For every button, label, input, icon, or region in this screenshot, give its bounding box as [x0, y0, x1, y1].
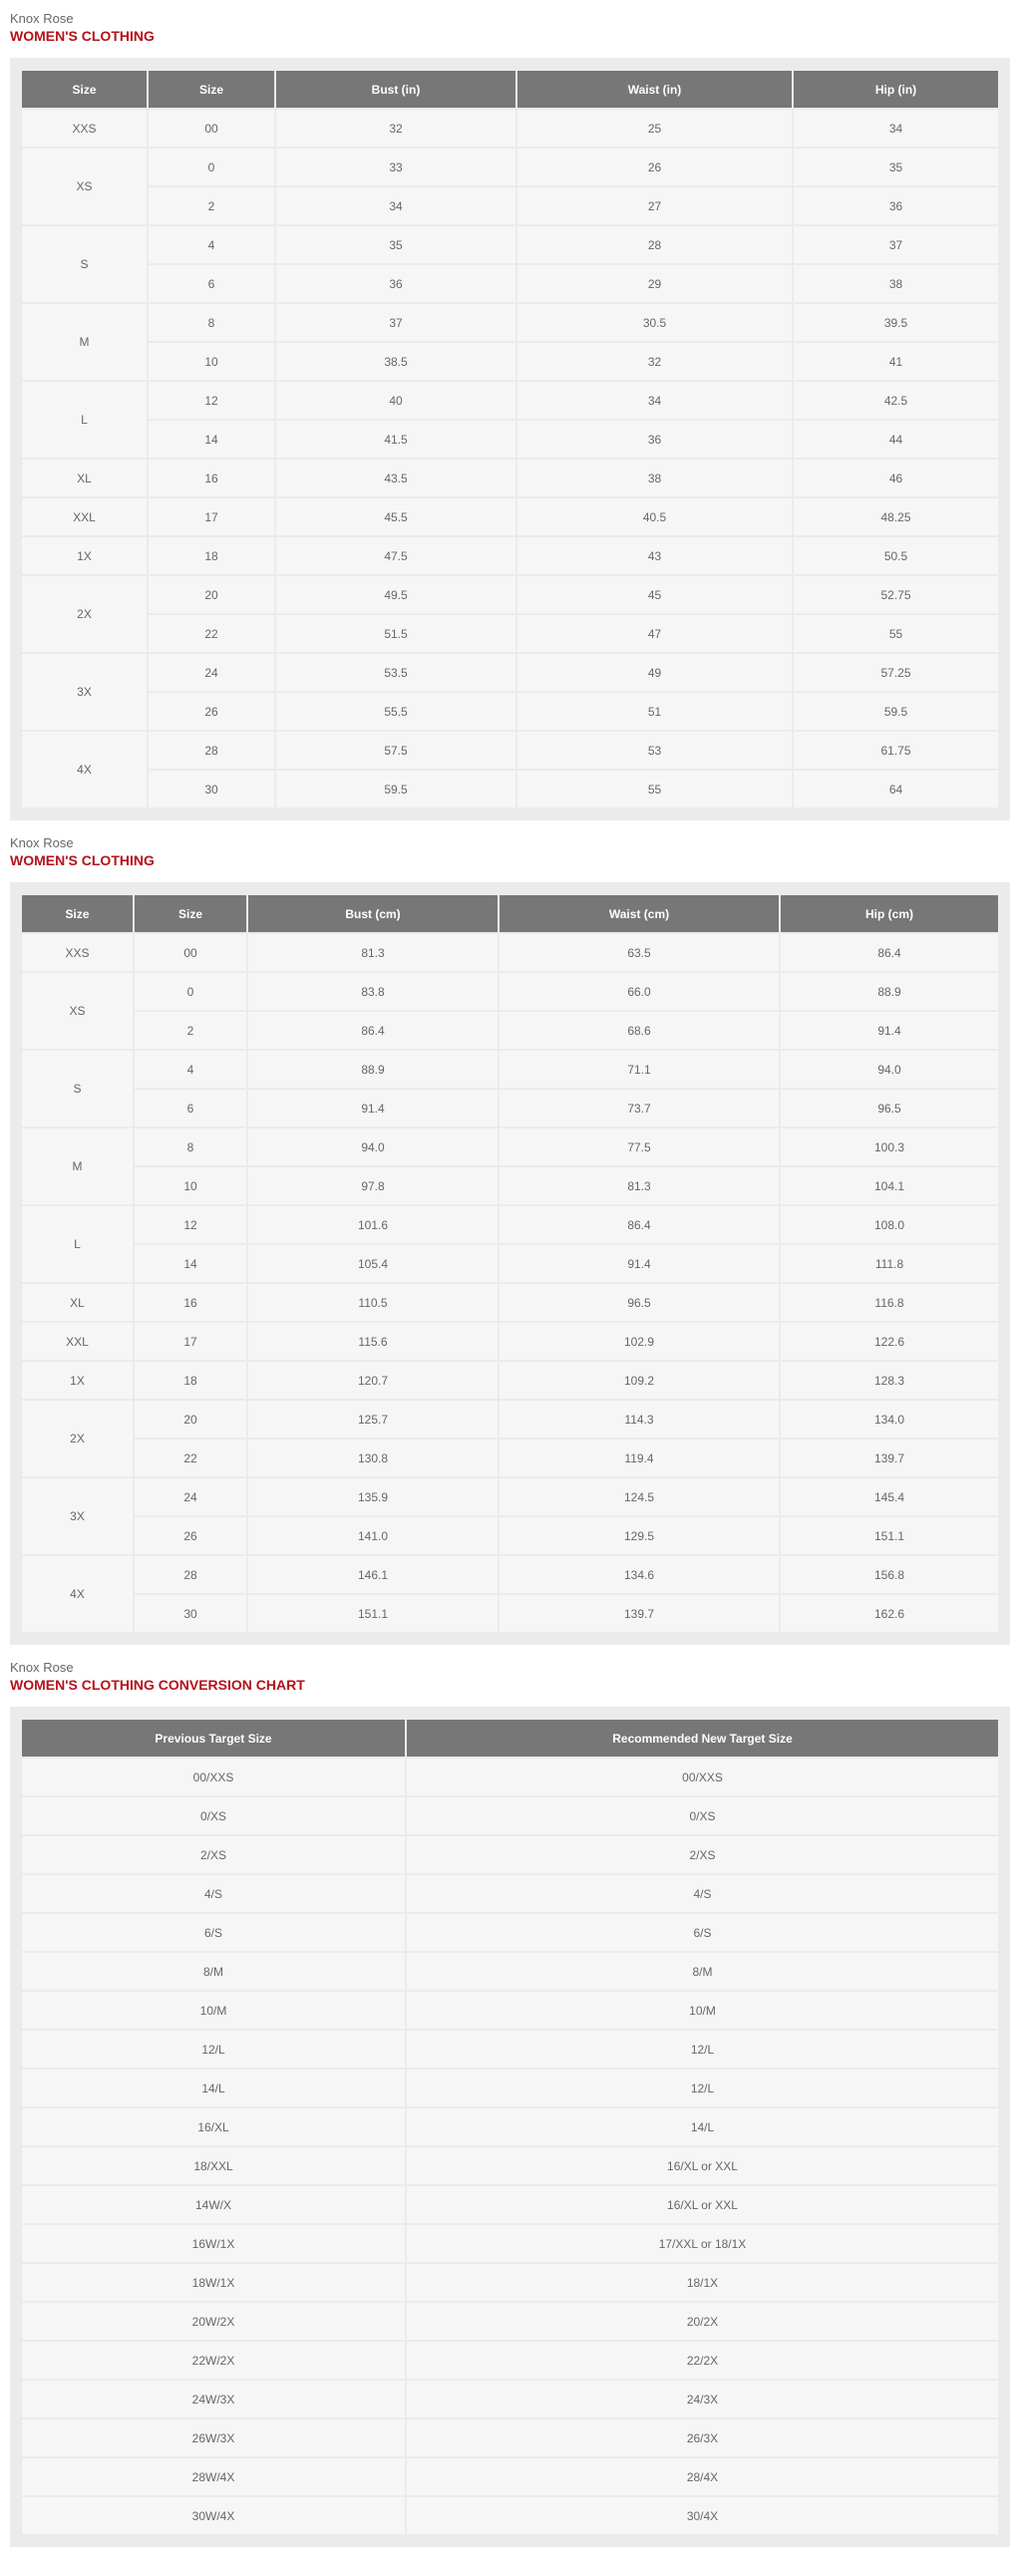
table-cell: 18: [135, 1362, 246, 1399]
size-label-cell: 1X: [22, 537, 147, 574]
table-cell: 30W/4X: [22, 2497, 405, 2534]
table-row: [22, 382, 998, 419]
table-cell: 55: [517, 771, 792, 807]
table-header-row: [22, 895, 998, 932]
table-cell: 64: [794, 771, 998, 807]
size-label-cell: 1X: [22, 1362, 133, 1399]
table-cell: 36: [276, 265, 515, 302]
table-row: [22, 2303, 998, 2340]
table-cell: 36: [794, 187, 998, 224]
table-cell: 18W/1X: [22, 2264, 405, 2301]
table-cell: 48.25: [794, 498, 998, 535]
table-cell: 26: [135, 1517, 246, 1554]
size-label-cell: XXS: [22, 934, 133, 971]
table-row: [22, 1128, 998, 1165]
size-table-panel: [10, 58, 1010, 820]
table-cell: 37: [276, 304, 515, 341]
column-header: Hip (in): [794, 71, 998, 108]
table-row: [22, 149, 998, 185]
table-cell: 17/XXL or 18/1X: [407, 2225, 998, 2262]
table-cell: 10: [135, 1167, 246, 1204]
table-cell: 28: [135, 1556, 246, 1593]
table-cell: 130.8: [248, 1440, 498, 1476]
table-cell: 42.5: [794, 382, 998, 419]
column-header: Waist (in): [517, 71, 792, 108]
table-cell: 134.6: [500, 1556, 779, 1593]
table-cell: 24/3X: [407, 2381, 998, 2417]
table-cell: 86.4: [500, 1206, 779, 1243]
table-cell: 28: [517, 226, 792, 263]
table-row: [22, 498, 998, 535]
table-row: [22, 110, 998, 147]
table-cell: 20/2X: [407, 2303, 998, 2340]
table-cell: 26: [149, 693, 274, 730]
table-row: [22, 1595, 998, 1632]
size-table-cm: [20, 893, 1000, 1634]
table-row: [22, 421, 998, 458]
conversion-table-panel: [10, 1707, 1010, 2547]
table-cell: 115.6: [248, 1323, 498, 1360]
table-cell: 77.5: [500, 1128, 779, 1165]
size-label-cell: 2X: [22, 1401, 133, 1476]
table-row: [22, 1245, 998, 1282]
table-row: [22, 934, 998, 971]
table-cell: 28W/4X: [22, 2458, 405, 2495]
table-cell: 94.0: [248, 1128, 498, 1165]
table-row: [22, 2070, 998, 2106]
table-row: [22, 1090, 998, 1127]
table-cell: 47: [517, 615, 792, 652]
column-header: Size: [135, 895, 246, 932]
table-cell: 16: [135, 1284, 246, 1321]
table-cell: 16: [149, 460, 274, 496]
table-cell: 91.4: [248, 1090, 498, 1127]
table-row: [22, 343, 998, 380]
table-cell: 12: [135, 1206, 246, 1243]
column-header: Bust (in): [276, 71, 515, 108]
table-cell: 108.0: [781, 1206, 998, 1243]
table-cell: 8/M: [407, 1953, 998, 1990]
table-cell: 24W/3X: [22, 2381, 405, 2417]
table-row: [22, 2342, 998, 2379]
section-title: WOMEN'S CLOTHING CONVERSION CHART: [10, 1677, 305, 1693]
table-cell: 125.7: [248, 1401, 498, 1438]
table-cell: 14: [135, 1245, 246, 1282]
table-cell: 33: [276, 149, 515, 185]
table-cell: 110.5: [248, 1284, 498, 1321]
table-cell: 88.9: [781, 973, 998, 1010]
table-cell: 28/4X: [407, 2458, 998, 2495]
size-label-cell: 3X: [22, 1478, 133, 1554]
table-cell: 45.5: [276, 498, 515, 535]
table-row: [22, 576, 998, 613]
table-cell: 2: [135, 1012, 246, 1049]
table-cell: 22: [149, 615, 274, 652]
table-cell: 30.5: [517, 304, 792, 341]
table-cell: 59.5: [794, 693, 998, 730]
table-cell: 26: [517, 149, 792, 185]
column-header: Waist (cm): [500, 895, 779, 932]
table-cell: 47.5: [276, 537, 515, 574]
table-row: [22, 1836, 998, 1873]
table-row: [22, 1012, 998, 1049]
table-cell: 0: [135, 973, 246, 1010]
table-cell: 8/M: [22, 1953, 405, 1990]
table-header-row: [22, 1720, 998, 1757]
table-cell: 0: [149, 149, 274, 185]
table-cell: 12/L: [407, 2070, 998, 2106]
table-row: [22, 1051, 998, 1088]
table-row: [22, 732, 998, 769]
table-cell: 12/L: [22, 2031, 405, 2068]
column-header: Recommended New Target Size: [407, 1720, 998, 1757]
table-cell: 66.0: [500, 973, 779, 1010]
column-header: Size: [149, 71, 274, 108]
table-cell: 46: [794, 460, 998, 496]
column-header: Bust (cm): [248, 895, 498, 932]
table-cell: 28: [149, 732, 274, 769]
table-cell: 4: [149, 226, 274, 263]
size-label-cell: S: [22, 1051, 133, 1127]
table-cell: 0/XS: [22, 1797, 405, 1834]
table-cell: 10: [149, 343, 274, 380]
table-cell: 14/L: [407, 2108, 998, 2145]
table-cell: 32: [276, 110, 515, 147]
table-row: [22, 1797, 998, 1834]
table-cell: 25: [517, 110, 792, 147]
table-cell: 26/3X: [407, 2419, 998, 2456]
table-cell: 16/XL: [22, 2108, 405, 2145]
table-cell: 27: [517, 187, 792, 224]
table-cell: 162.6: [781, 1595, 998, 1632]
table-cell: 00: [135, 934, 246, 971]
table-cell: 83.8: [248, 973, 498, 1010]
table-cell: 17: [149, 498, 274, 535]
brand-name: Knox Rose: [10, 11, 74, 26]
column-header: Previous Target Size: [22, 1720, 405, 1757]
table-row: [22, 2186, 998, 2223]
conversion-table: [20, 1718, 1000, 2536]
table-header-row: [22, 71, 998, 108]
table-row: [22, 2497, 998, 2534]
size-label-cell: XXL: [22, 498, 147, 535]
table-cell: 20: [149, 576, 274, 613]
table-cell: 16/XL or XXL: [407, 2186, 998, 2223]
table-cell: 22/2X: [407, 2342, 998, 2379]
table-cell: 105.4: [248, 1245, 498, 1282]
table-cell: 53: [517, 732, 792, 769]
table-cell: 57.25: [794, 654, 998, 691]
table-row: [22, 1362, 998, 1399]
table-row: [22, 1440, 998, 1476]
size-label-cell: XL: [22, 460, 147, 496]
table-cell: 57.5: [276, 732, 515, 769]
table-cell: 4/S: [22, 1875, 405, 1912]
table-cell: 00: [149, 110, 274, 147]
table-cell: 2/XS: [407, 1836, 998, 1873]
table-cell: 00/XXS: [22, 1759, 405, 1795]
table-cell: 151.1: [248, 1595, 498, 1632]
brand-name: Knox Rose: [10, 835, 74, 850]
table-cell: 111.8: [781, 1245, 998, 1282]
table-cell: 6: [149, 265, 274, 302]
table-row: [22, 654, 998, 691]
table-cell: 91.4: [781, 1012, 998, 1049]
table-cell: 24: [135, 1478, 246, 1515]
table-row: [22, 1323, 998, 1360]
table-row: [22, 1206, 998, 1243]
table-row: [22, 771, 998, 807]
table-cell: 38.5: [276, 343, 515, 380]
table-cell: 102.9: [500, 1323, 779, 1360]
table-cell: 10/M: [22, 1992, 405, 2029]
table-cell: 109.2: [500, 1362, 779, 1399]
table-cell: 86.4: [248, 1012, 498, 1049]
table-row: [22, 187, 998, 224]
table-cell: 104.1: [781, 1167, 998, 1204]
table-row: [22, 1953, 998, 1990]
table-cell: 134.0: [781, 1401, 998, 1438]
table-row: [22, 1167, 998, 1204]
brand-name: Knox Rose: [10, 1660, 74, 1675]
table-row: [22, 2419, 998, 2456]
table-cell: 49.5: [276, 576, 515, 613]
table-cell: 0/XS: [407, 1797, 998, 1834]
table-cell: 120.7: [248, 1362, 498, 1399]
table-cell: 17: [135, 1323, 246, 1360]
size-label-cell: 3X: [22, 654, 147, 730]
table-cell: 22: [135, 1440, 246, 1476]
table-cell: 81.3: [248, 934, 498, 971]
table-cell: 6/S: [407, 1914, 998, 1951]
table-row: [22, 2108, 998, 2145]
table-row: [22, 2381, 998, 2417]
table-row: [22, 304, 998, 341]
table-row: [22, 1914, 998, 1951]
table-cell: 45: [517, 576, 792, 613]
table-row: [22, 537, 998, 574]
table-cell: 97.8: [248, 1167, 498, 1204]
table-cell: 36: [517, 421, 792, 458]
table-cell: 39.5: [794, 304, 998, 341]
table-cell: 34: [276, 187, 515, 224]
table-cell: 8: [135, 1128, 246, 1165]
table-cell: 139.7: [500, 1595, 779, 1632]
size-chart-inches-section: [0, 0, 1021, 820]
table-cell: 16/XL or XXL: [407, 2147, 998, 2184]
table-cell: 128.3: [781, 1362, 998, 1399]
table-cell: 100.3: [781, 1128, 998, 1165]
size-label-cell: M: [22, 304, 147, 380]
table-cell: 135.9: [248, 1478, 498, 1515]
size-table-panel: [10, 882, 1010, 1645]
table-cell: 34: [517, 382, 792, 419]
table-cell: 116.8: [781, 1284, 998, 1321]
column-header: Size: [22, 895, 133, 932]
table-cell: 26W/3X: [22, 2419, 405, 2456]
table-cell: 18: [149, 537, 274, 574]
column-header: Hip (cm): [781, 895, 998, 932]
table-cell: 4: [135, 1051, 246, 1088]
table-cell: 124.5: [500, 1478, 779, 1515]
table-cell: 52.75: [794, 576, 998, 613]
table-cell: 55.5: [276, 693, 515, 730]
size-label-cell: XS: [22, 973, 133, 1049]
table-cell: 38: [794, 265, 998, 302]
table-cell: 16W/1X: [22, 2225, 405, 2262]
size-label-cell: 4X: [22, 1556, 133, 1632]
section-title: WOMEN'S CLOTHING: [10, 852, 155, 868]
table-row: [22, 1284, 998, 1321]
table-cell: 37: [794, 226, 998, 263]
table-cell: 10/M: [407, 1992, 998, 2029]
size-label-cell: L: [22, 382, 147, 458]
size-label-cell: M: [22, 1128, 133, 1204]
table-cell: 14/L: [22, 2070, 405, 2106]
table-cell: 119.4: [500, 1440, 779, 1476]
table-row: [22, 693, 998, 730]
table-cell: 12/L: [407, 2031, 998, 2068]
table-row: [22, 1556, 998, 1593]
table-row: [22, 226, 998, 263]
table-cell: 18/1X: [407, 2264, 998, 2301]
table-cell: 139.7: [781, 1440, 998, 1476]
size-label-cell: 2X: [22, 576, 147, 652]
table-cell: 4/S: [407, 1875, 998, 1912]
table-cell: 96.5: [500, 1284, 779, 1321]
table-cell: 94.0: [781, 1051, 998, 1088]
table-cell: 41: [794, 343, 998, 380]
size-chart-cm-section: [0, 835, 1021, 1645]
size-label-cell: XS: [22, 149, 147, 224]
table-row: [22, 2147, 998, 2184]
table-row: [22, 1875, 998, 1912]
table-cell: 00/XXS: [407, 1759, 998, 1795]
table-cell: 114.3: [500, 1401, 779, 1438]
table-cell: 51.5: [276, 615, 515, 652]
size-label-cell: 4X: [22, 732, 147, 807]
table-cell: 20W/2X: [22, 2303, 405, 2340]
table-cell: 68.6: [500, 1012, 779, 1049]
table-cell: 61.75: [794, 732, 998, 769]
table-row: [22, 615, 998, 652]
table-cell: 59.5: [276, 771, 515, 807]
table-cell: 6: [135, 1090, 246, 1127]
table-cell: 151.1: [781, 1517, 998, 1554]
table-row: [22, 1401, 998, 1438]
table-row: [22, 265, 998, 302]
table-row: [22, 2225, 998, 2262]
table-cell: 30: [149, 771, 274, 807]
table-cell: 53.5: [276, 654, 515, 691]
table-cell: 73.7: [500, 1090, 779, 1127]
size-label-cell: XXS: [22, 110, 147, 147]
table-cell: 30/4X: [407, 2497, 998, 2534]
table-cell: 50.5: [794, 537, 998, 574]
table-cell: 141.0: [248, 1517, 498, 1554]
table-cell: 86.4: [781, 934, 998, 971]
table-row: [22, 1992, 998, 2029]
table-cell: 41.5: [276, 421, 515, 458]
table-cell: 14: [149, 421, 274, 458]
table-cell: 29: [517, 265, 792, 302]
table-cell: 22W/2X: [22, 2342, 405, 2379]
table-cell: 43.5: [276, 460, 515, 496]
size-label-cell: L: [22, 1206, 133, 1282]
table-cell: 18/XXL: [22, 2147, 405, 2184]
table-cell: 32: [517, 343, 792, 380]
table-cell: 91.4: [500, 1245, 779, 1282]
table-row: [22, 1478, 998, 1515]
table-cell: 40: [276, 382, 515, 419]
table-cell: 129.5: [500, 1517, 779, 1554]
table-cell: 55: [794, 615, 998, 652]
table-row: [22, 460, 998, 496]
table-cell: 122.6: [781, 1323, 998, 1360]
conversion-chart-section: [0, 1660, 1021, 2547]
table-cell: 24: [149, 654, 274, 691]
table-cell: 14W/X: [22, 2186, 405, 2223]
table-cell: 81.3: [500, 1167, 779, 1204]
table-cell: 2/XS: [22, 1836, 405, 1873]
table-cell: 49: [517, 654, 792, 691]
column-header: Size: [22, 71, 147, 108]
table-row: [22, 1759, 998, 1795]
table-cell: 2: [149, 187, 274, 224]
table-cell: 71.1: [500, 1051, 779, 1088]
table-cell: 63.5: [500, 934, 779, 971]
size-table-inches: [20, 69, 1000, 809]
size-label-cell: S: [22, 226, 147, 302]
table-cell: 30: [135, 1595, 246, 1632]
size-label-cell: XXL: [22, 1323, 133, 1360]
table-cell: 35: [276, 226, 515, 263]
table-cell: 96.5: [781, 1090, 998, 1127]
table-cell: 8: [149, 304, 274, 341]
table-cell: 88.9: [248, 1051, 498, 1088]
table-cell: 12: [149, 382, 274, 419]
table-cell: 40.5: [517, 498, 792, 535]
table-cell: 20: [135, 1401, 246, 1438]
table-cell: 145.4: [781, 1478, 998, 1515]
table-cell: 156.8: [781, 1556, 998, 1593]
table-cell: 38: [517, 460, 792, 496]
table-cell: 35: [794, 149, 998, 185]
table-cell: 43: [517, 537, 792, 574]
table-cell: 101.6: [248, 1206, 498, 1243]
section-title: WOMEN'S CLOTHING: [10, 28, 155, 44]
table-cell: 44: [794, 421, 998, 458]
table-row: [22, 973, 998, 1010]
size-label-cell: XL: [22, 1284, 133, 1321]
table-cell: 146.1: [248, 1556, 498, 1593]
table-row: [22, 2031, 998, 2068]
table-cell: 51: [517, 693, 792, 730]
table-row: [22, 2458, 998, 2495]
table-cell: 6/S: [22, 1914, 405, 1951]
table-row: [22, 1517, 998, 1554]
table-cell: 34: [794, 110, 998, 147]
table-row: [22, 2264, 998, 2301]
